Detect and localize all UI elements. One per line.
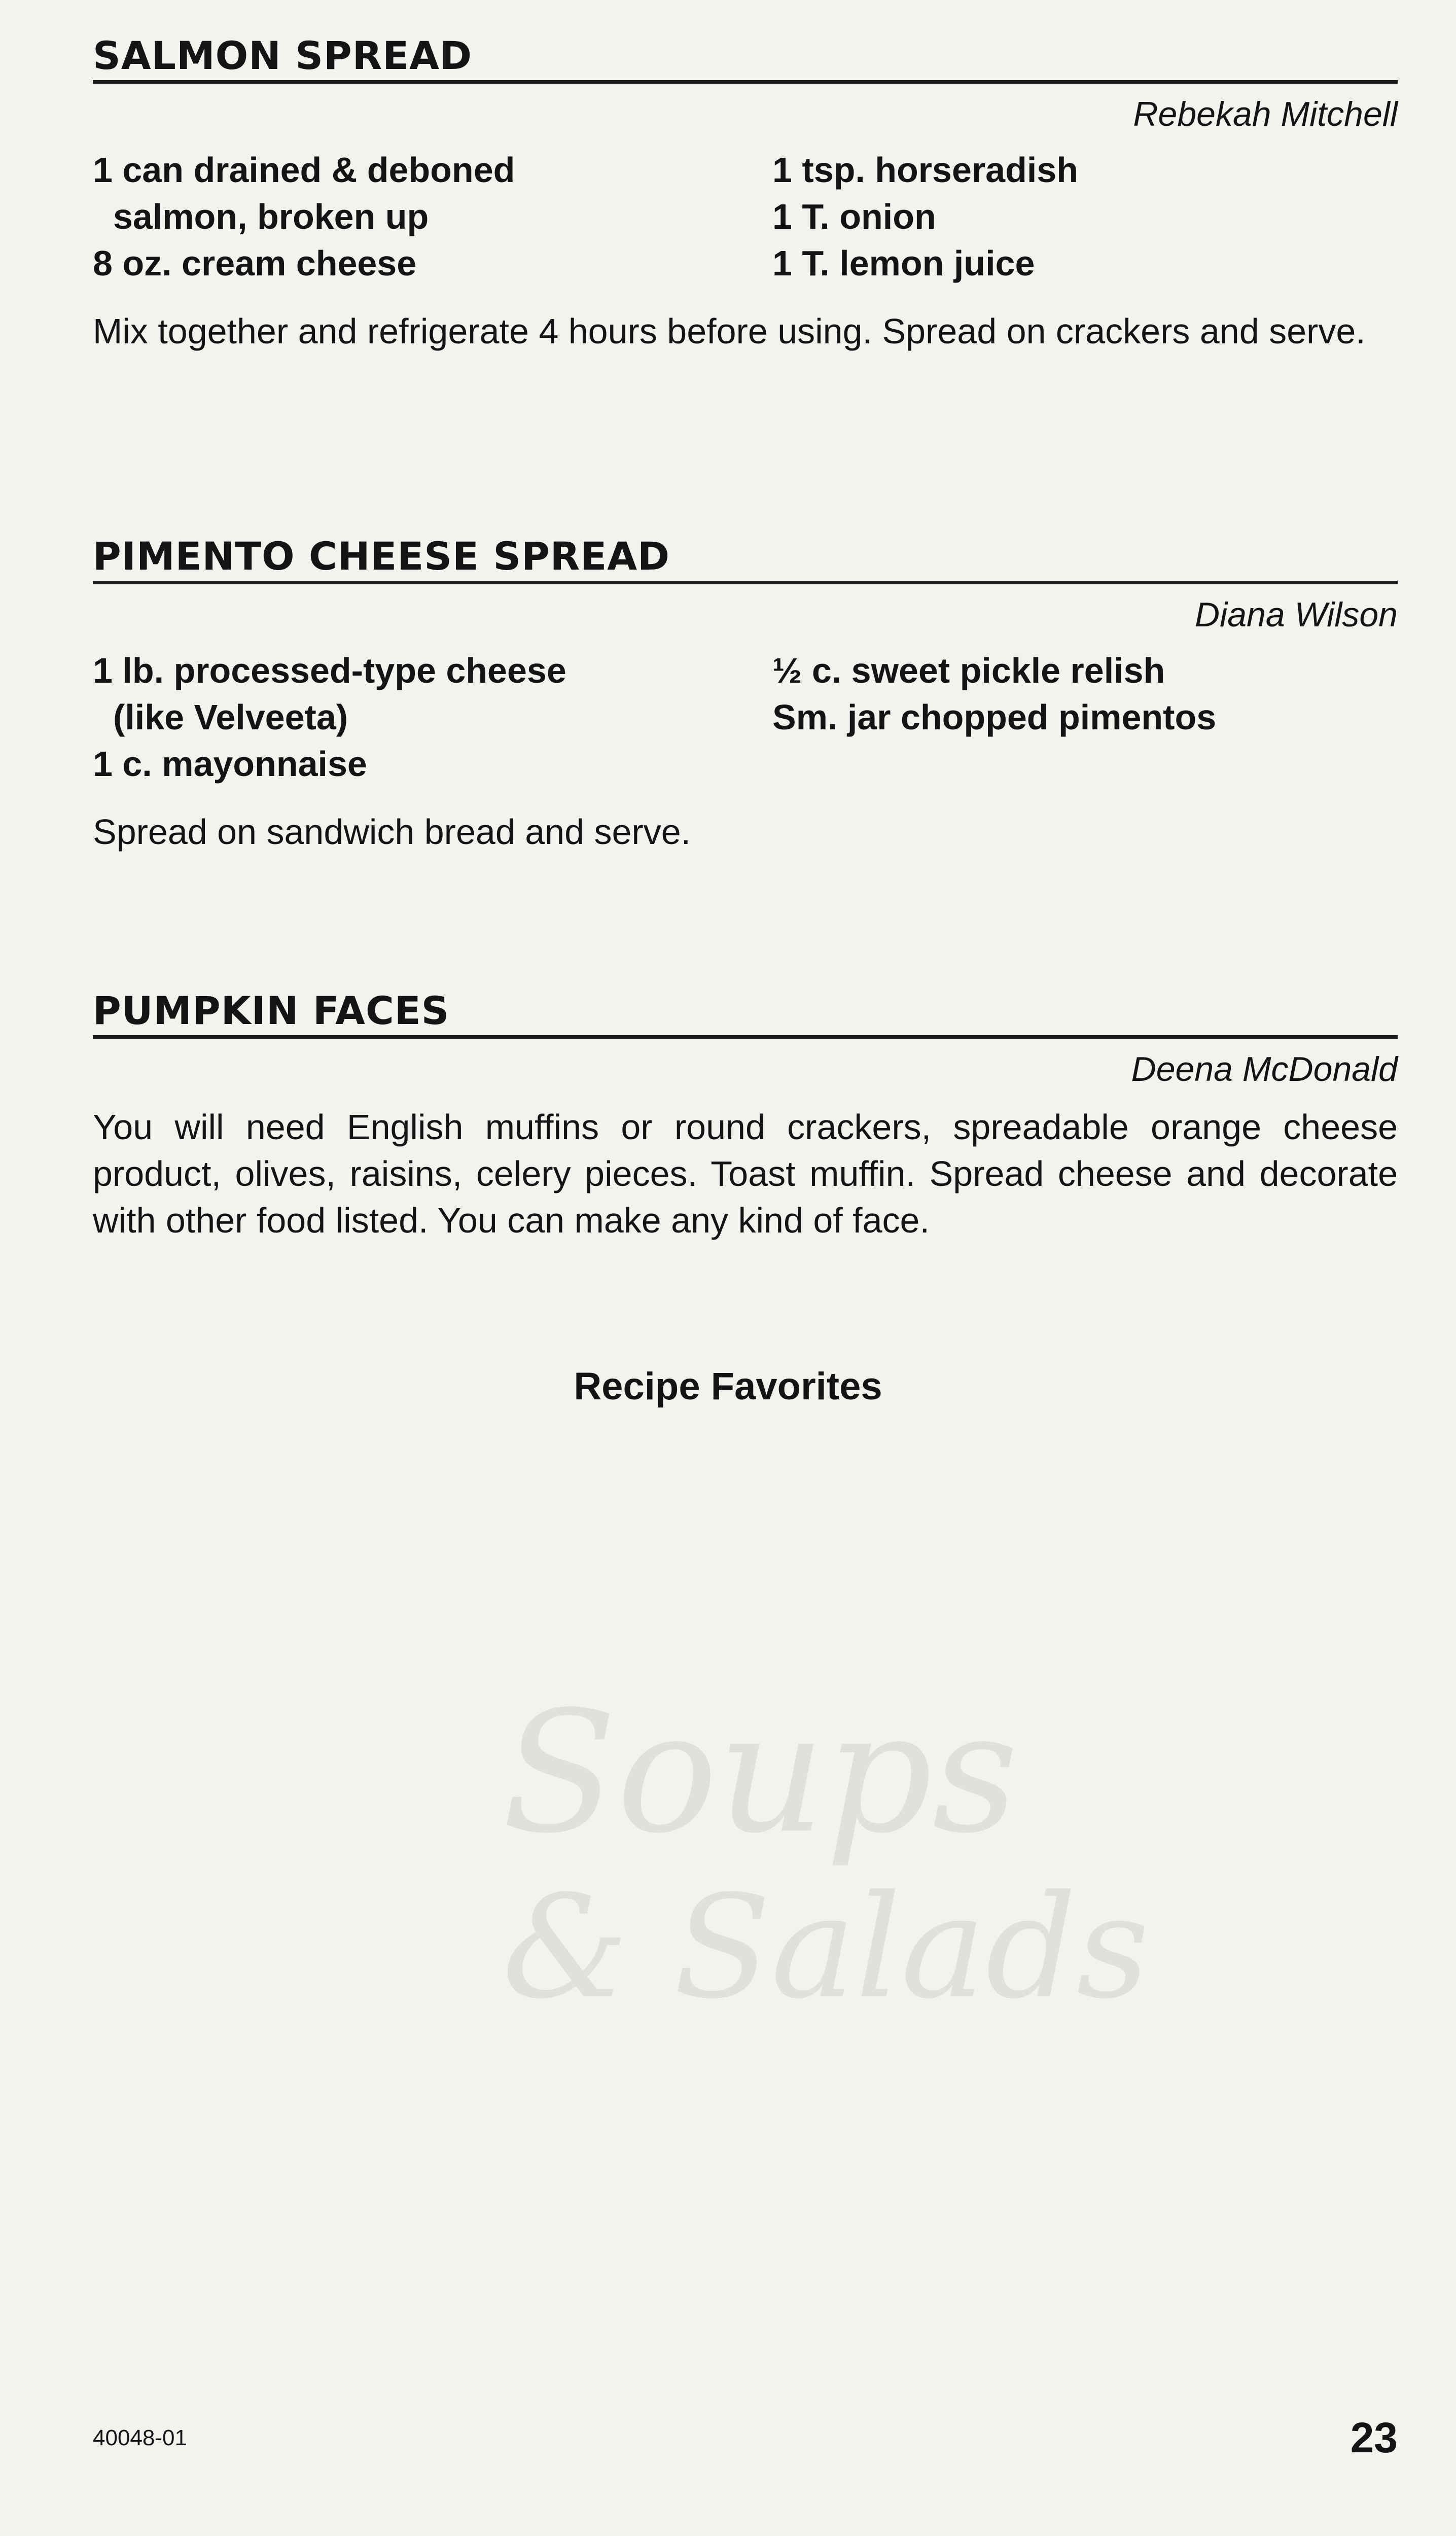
- ingredient-item: 1 c. mayonnaise: [93, 744, 367, 784]
- recipe-instructions: Mix together and refrigerate 4 hours before using. Spread on crackers and serve.: [93, 311, 1366, 351]
- ingredient-item: 1 lb. processed-type cheese: [93, 651, 566, 690]
- ingredient-item: 1 tsp. horseradish: [772, 150, 1078, 190]
- section-heading: Recipe Favorites: [574, 1365, 882, 1408]
- watermark-soups: Soups: [502, 1675, 1018, 1870]
- ingredient-item: (like Velveeta): [113, 697, 348, 737]
- recipe-title: PIMENTO CHEESE SPREAD: [93, 537, 1398, 584]
- page-number: 23: [1350, 2414, 1398, 2461]
- ingredient-column-right: [772, 647, 1398, 787]
- ingredient-item: ½ c. sweet pickle relish: [772, 651, 1165, 690]
- ingredient-column-right: [772, 147, 1398, 287]
- recipe-salmon-spread: [93, 33, 1398, 355]
- recipe-author: Deena McDonald: [1131, 1050, 1398, 1088]
- product-code: 40048-01: [93, 2425, 187, 2450]
- ingredient-item: Sm. jar chopped pimentos: [772, 697, 1217, 737]
- ingredient-item: 8 oz. cream cheese: [93, 243, 417, 283]
- ingredient-item: salmon, broken up: [113, 197, 429, 236]
- ingredient-item: 1 T. lemon juice: [772, 243, 1035, 283]
- ingredient-column-left: [93, 147, 772, 287]
- watermark-salads: & Salads: [502, 1865, 1150, 2030]
- recipe-instructions: Spread on sandwich bread and serve.: [93, 812, 691, 852]
- recipe-author: Diana Wilson: [1195, 595, 1398, 634]
- ingredient-list: [93, 147, 1398, 287]
- recipe-pimento-cheese-spread: [93, 534, 1398, 855]
- ingredient-list: [93, 647, 1398, 787]
- recipe-pumpkin-faces: [93, 988, 1398, 1244]
- recipe-title: SALMON SPREAD: [93, 37, 1398, 84]
- recipe-title: PUMPKIN FACES: [93, 992, 1398, 1039]
- recipe-author: Rebekah Mitchell: [1133, 95, 1398, 133]
- ingredient-item: 1 can drained & deboned: [93, 150, 515, 190]
- recipe-instructions: You will need English muffins or round crackers, spreadable orange cheese product, olives, raisins, celery pieces. Toast muffin. Spread cheese and decorate with other food listed. You can make any kind of face.: [93, 1107, 1398, 1240]
- ingredient-item: 1 T. onion: [772, 197, 936, 236]
- ingredient-column-left: [93, 647, 772, 787]
